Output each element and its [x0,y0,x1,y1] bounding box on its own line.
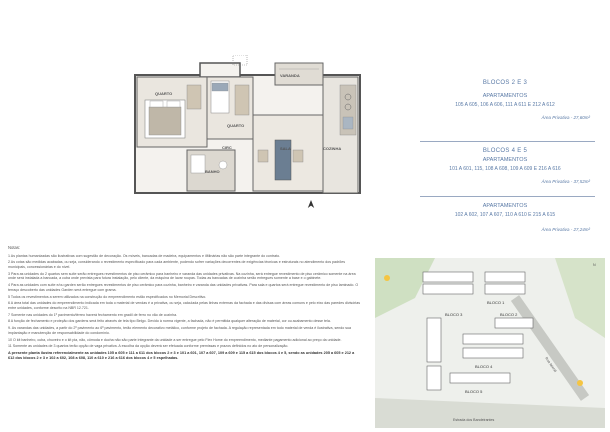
area-2: Área Privativa - 37,52m² [541,179,590,184]
block-label-2: BLOCO 2 [500,312,518,317]
group-blocos-4-5-b [410,203,600,232]
note-item: 6 A área total das unidades do empreendimento indicada em toda o material de vendas é a privativa, ou seja, calculada pelas linhas externas da fachada e das divisas com áreas comuns e pelo eixo das paredes divisórias entre unidades, conforme descrito na NBR 12.721. [8,301,361,310]
apt-list-3: 102 A 602, 107 A 607, 110 A 610 E 215 A 615 [454,212,556,218]
room-label-sala: SALA [280,146,291,151]
note-item: 7 Somente nas unidades do 1º pavimento/térreo haverá fechamento em gradil de ferro no vão de cozinha. [8,312,178,317]
room-label-cozinha: COZINHA [323,146,342,151]
street-label: Estrada dos Bandeirantes [453,418,495,422]
sun-icon [384,275,390,281]
room-label-circ: CIRC [222,145,232,150]
notes-section [8,246,360,363]
floor-plan [125,55,365,195]
apt-list-2: 101 A 601, 115, 108 A 608, 109 A 609 E 216 A 616 [449,166,561,172]
compass-label: N [593,263,596,267]
note-item: 10 O kit banheiro, cuba, chuveiro e o kit pia, não, cômoda e ducha não são parte integrante da unidade a ser entregue pelo Flex Home do empreendimento, mediante pagamento adicional ao preço da unidade. [8,337,342,342]
note-item: 9. As varandas das unidades, a partir do 2º pavimento ao 6º pavimento, terão elemento decorativo metálico, conforme projeto de fachada. A regulação representada em todo material de venda é ilustrativa, sendo sua implantação e manutenção de responsabilidade do condomínio. [8,326,352,335]
apt-title-2: APARTAMENTOS [482,157,528,163]
block-label-5: BLOCO 5 [465,389,483,394]
block-label-4: BLOCO 4 [475,364,493,369]
note-item: 3 Para as unidades do 2 quartos sem suíte serão entregues revestimentos de piso cerâmico para banheiro e varanda das unidades privativas. Na cozinha, será entregue revestimento de piso cerâmico somente na área onde será instalada a bancada, a cuba onde prevista para futura instalação, pelo cliente, da máquina de lavar roupas. Todas as bancadas de cozinha serão entregues somente a base e o gabinete. [8,271,356,281]
note-item: 11 Somente as unidades de 3 quartos terão opção de vaga privativa. A escolha da opção deverá ser efetuada conforme premissas e prazos definidos no ato de personalização. [8,344,289,349]
side-street-label: Rua lateral [544,356,558,373]
bloco-title-2: BLOCOS 4 E 5 [482,148,528,154]
room-label-banho: BANHO [205,169,220,174]
room-label-quarto-1: QUARTO [155,91,173,96]
note-item: 4 Para as unidades com suíte e/ou garden serão entregues revestimentos de piso cerâmico para cozinha, banheiro e varanda das unidades privativas. Para sala e quartos será entregue revestimento de piso laminado. O terraço descoberto das unidades Garden será entregue com grama. [8,283,359,292]
note-item: 1 As plantas humanizadas são ilustrativas com sugestão de decoração. Os móveis, bancadas de madeira, equipamentos e ilMinárias não são parte integrante do contrato. [8,253,281,258]
north-arrow-icon [307,200,315,208]
block-label-3: BLOCO 3 [445,312,463,317]
room-label-quarto-2: QUARTO [227,123,245,128]
area-3: Área Privativa - 27,24m² [541,227,590,232]
site-plan [375,258,605,428]
bloco-title-1: BLOCOS 2 E 3 [482,80,528,86]
notes-title: Notas: [8,245,21,250]
group-blocos-2-3 [410,80,600,120]
divider-1 [420,141,595,142]
sun-icon [577,380,583,386]
room-label-varanda: VARANDA [280,73,300,78]
group-blocos-4-5 [410,148,600,184]
note-item: 5 Todos os revestimentos a serem utilizados na construção do empreendimento estão especificados no Memorial Descritivo. [8,294,207,299]
note-item: 2 As cotas são medidas acabadas, ou seja, considerando o revestimento especificado para cada ambiente, podendo sofrer variações decorrentes de exigências técnicas e estruturais no atendimento dos padrões municipais, concessionárias e do nível. [8,260,346,269]
divider-2 [420,196,595,197]
notes-final: A presente planta ilustra referencialmente as unidades 105 a 605 e 111 a 611 dos blocos 2 e 3 e 101 a 601, 107 a 607, 109 a 609 e 115 a 615 dos blocos 4 e 5, sendo as unidades 205 a 605 e 212 a 612 dos blocos 2 e 3 e 102 a 602, 108 a 608, 110 a 610 e 216 a 616 dos blocos 4 e 5 espelhadas. [8,351,355,360]
apt-title-1: APARTAMENTOS [482,93,528,99]
apt-title-3: APARTAMENTOS [482,203,528,209]
apt-list-1: 105 A 605, 106 A 606, 111 A 611 E 212 A 612 [455,102,555,108]
block-label-1: BLOCO 1 [487,300,505,305]
area-1: Área Privativa - 27,60m² [541,115,590,120]
note-item: 8 A função de fechamento e proteção dos gardens será feito através de tela tipo Belgo. Devido à norma vigente, a fachada, não é permitida qualquer alteração de material, cor ou acabamento desse tela. [8,319,331,324]
